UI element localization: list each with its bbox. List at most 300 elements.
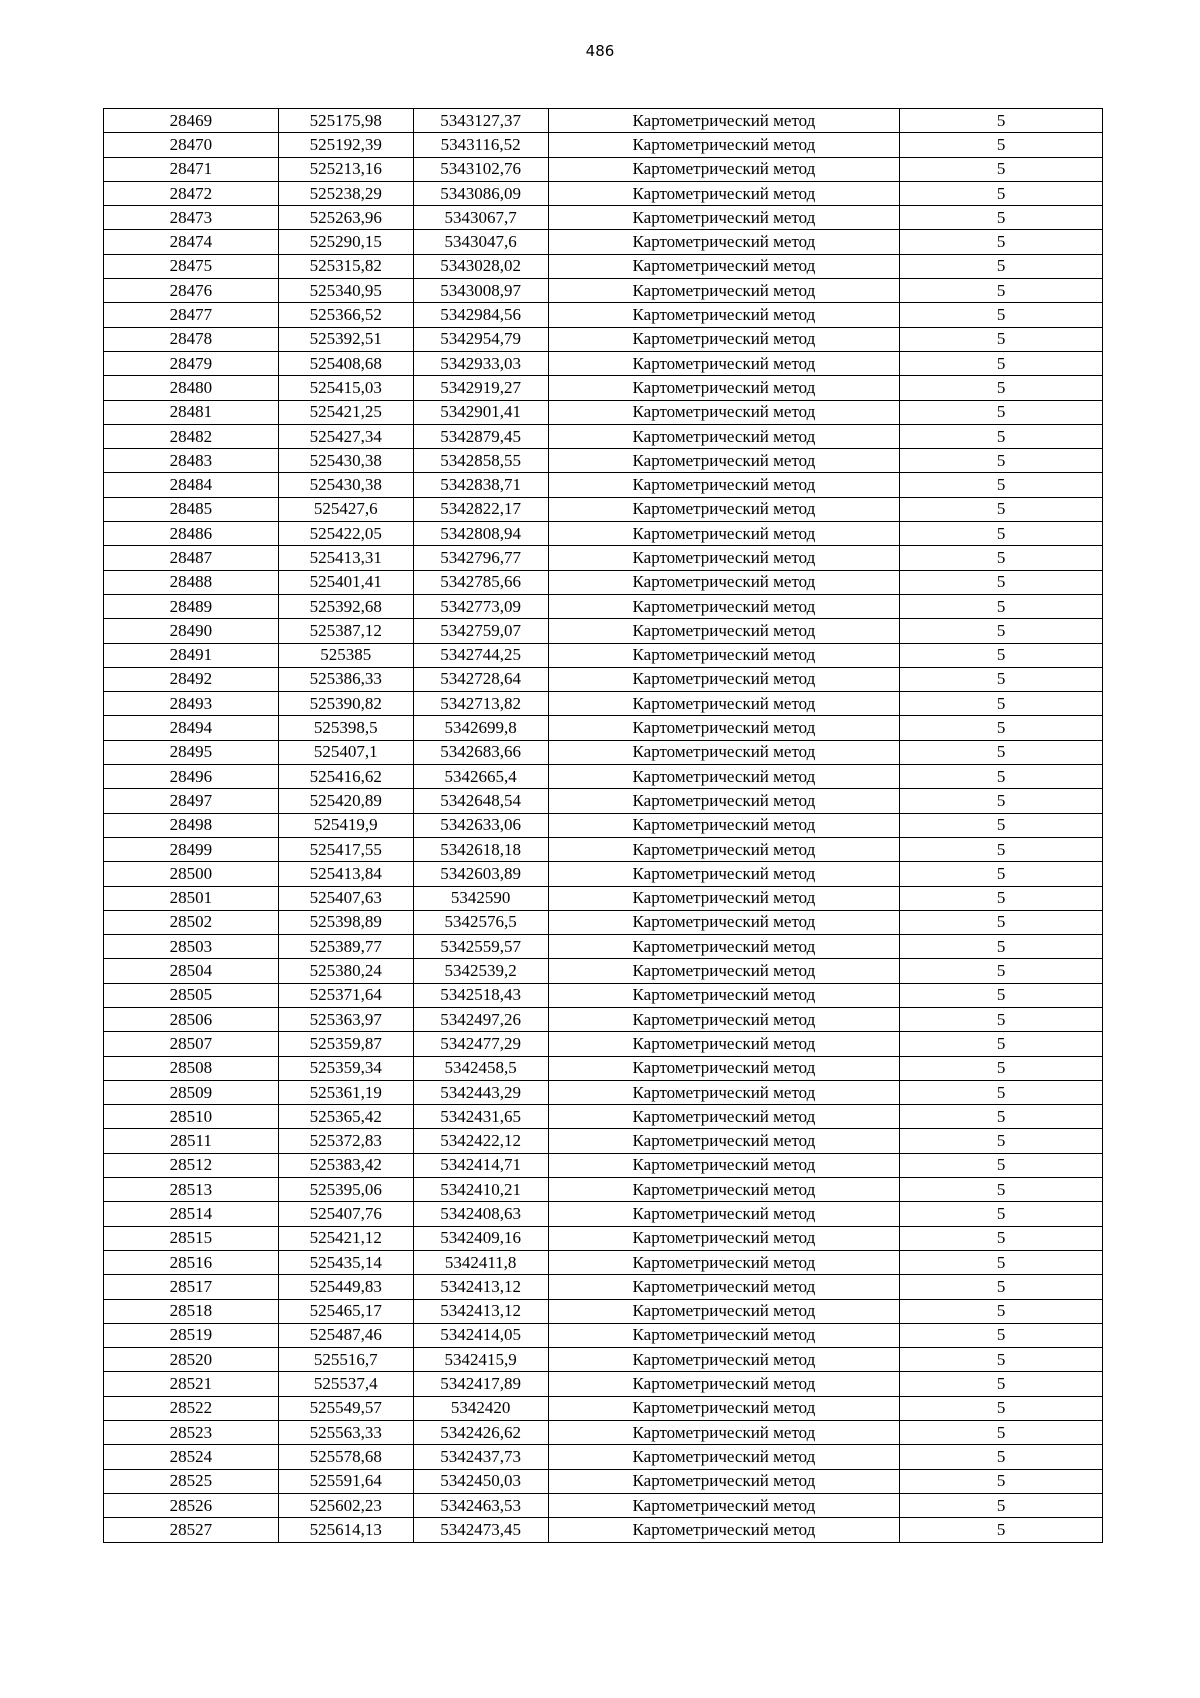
accuracy-cell: 5 <box>900 1250 1103 1274</box>
table-row <box>104 1348 1103 1372</box>
x-coordinate-cell: 525563,33 <box>278 1421 413 1445</box>
table-row <box>104 570 1103 594</box>
method-cell: Картометрический метод <box>548 1080 900 1104</box>
accuracy-cell: 5 <box>900 400 1103 424</box>
point-number-cell: 28488 <box>104 570 279 594</box>
point-number-cell: 28508 <box>104 1056 279 1080</box>
y-coordinate-cell: 5343067,7 <box>413 206 548 230</box>
x-coordinate-cell: 525407,1 <box>278 740 413 764</box>
y-coordinate-cell: 5342414,05 <box>413 1323 548 1347</box>
x-coordinate-cell: 525315,82 <box>278 254 413 278</box>
accuracy-cell: 5 <box>900 1105 1103 1129</box>
method-cell: Картометрический метод <box>548 935 900 959</box>
y-coordinate-cell: 5342413,12 <box>413 1299 548 1323</box>
method-cell: Картометрический метод <box>548 1007 900 1031</box>
x-coordinate-cell: 525537,4 <box>278 1372 413 1396</box>
accuracy-cell: 5 <box>900 424 1103 448</box>
accuracy-cell: 5 <box>900 813 1103 837</box>
method-cell: Картометрический метод <box>548 1056 900 1080</box>
method-cell: Картометрический метод <box>548 765 900 789</box>
table-row <box>104 594 1103 618</box>
y-coordinate-cell: 5342413,12 <box>413 1275 548 1299</box>
accuracy-cell: 5 <box>900 1372 1103 1396</box>
x-coordinate-cell: 525422,05 <box>278 522 413 546</box>
point-number-cell: 28475 <box>104 254 279 278</box>
y-coordinate-cell: 5342411,8 <box>413 1250 548 1274</box>
x-coordinate-cell: 525371,64 <box>278 983 413 1007</box>
point-number-cell: 28506 <box>104 1007 279 1031</box>
point-number-cell: 28486 <box>104 522 279 546</box>
method-cell: Картометрический метод <box>548 959 900 983</box>
y-coordinate-cell: 5342773,09 <box>413 594 548 618</box>
x-coordinate-cell: 525361,19 <box>278 1080 413 1104</box>
x-coordinate-cell: 525427,34 <box>278 424 413 448</box>
table-row <box>104 1250 1103 1274</box>
point-number-cell: 28474 <box>104 230 279 254</box>
table-row <box>104 1007 1103 1031</box>
y-coordinate-cell: 5343127,37 <box>413 109 548 133</box>
accuracy-cell: 5 <box>900 376 1103 400</box>
table-row <box>104 862 1103 886</box>
table-row <box>104 497 1103 521</box>
method-cell: Картометрический метод <box>548 1129 900 1153</box>
x-coordinate-cell: 525365,42 <box>278 1105 413 1129</box>
table-row <box>104 1518 1103 1542</box>
y-coordinate-cell: 5342415,9 <box>413 1348 548 1372</box>
x-coordinate-cell: 525213,16 <box>278 157 413 181</box>
accuracy-cell: 5 <box>900 449 1103 473</box>
table-row <box>104 1469 1103 1493</box>
point-number-cell: 28523 <box>104 1421 279 1445</box>
method-cell: Картометрический метод <box>548 1226 900 1250</box>
x-coordinate-cell: 525290,15 <box>278 230 413 254</box>
y-coordinate-cell: 5342518,43 <box>413 983 548 1007</box>
accuracy-cell: 5 <box>900 1421 1103 1445</box>
method-cell: Картометрический метод <box>548 1275 900 1299</box>
table-row <box>104 351 1103 375</box>
x-coordinate-cell: 525420,89 <box>278 789 413 813</box>
y-coordinate-cell: 5342417,89 <box>413 1372 548 1396</box>
x-coordinate-cell: 525398,89 <box>278 910 413 934</box>
accuracy-cell: 5 <box>900 1275 1103 1299</box>
accuracy-cell: 5 <box>900 959 1103 983</box>
point-number-cell: 28513 <box>104 1178 279 1202</box>
table-row <box>104 1032 1103 1056</box>
y-coordinate-cell: 5342431,65 <box>413 1105 548 1129</box>
accuracy-cell: 5 <box>900 157 1103 181</box>
y-coordinate-cell: 5343028,02 <box>413 254 548 278</box>
point-number-cell: 28505 <box>104 983 279 1007</box>
table-row <box>104 789 1103 813</box>
point-number-cell: 28516 <box>104 1250 279 1274</box>
y-coordinate-cell: 5342473,45 <box>413 1518 548 1542</box>
point-number-cell: 28471 <box>104 157 279 181</box>
accuracy-cell: 5 <box>900 1518 1103 1542</box>
accuracy-cell: 5 <box>900 1080 1103 1104</box>
y-coordinate-cell: 5342539,2 <box>413 959 548 983</box>
table-row <box>104 1493 1103 1517</box>
y-coordinate-cell: 5342728,64 <box>413 667 548 691</box>
x-coordinate-cell: 525430,38 <box>278 473 413 497</box>
point-number-cell: 28481 <box>104 400 279 424</box>
y-coordinate-cell: 5342808,94 <box>413 522 548 546</box>
y-coordinate-cell: 5342901,41 <box>413 400 548 424</box>
method-cell: Картометрический метод <box>548 279 900 303</box>
point-number-cell: 28515 <box>104 1226 279 1250</box>
method-cell: Картометрический метод <box>548 1445 900 1469</box>
x-coordinate-cell: 525359,34 <box>278 1056 413 1080</box>
accuracy-cell: 5 <box>900 619 1103 643</box>
y-coordinate-cell: 5343102,76 <box>413 157 548 181</box>
point-number-cell: 28489 <box>104 594 279 618</box>
method-cell: Картометрический метод <box>548 667 900 691</box>
method-cell: Картометрический метод <box>548 1469 900 1493</box>
table-row <box>104 400 1103 424</box>
x-coordinate-cell: 525413,31 <box>278 546 413 570</box>
x-coordinate-cell: 525430,38 <box>278 449 413 473</box>
accuracy-cell: 5 <box>900 522 1103 546</box>
accuracy-cell: 5 <box>900 327 1103 351</box>
point-number-cell: 28524 <box>104 1445 279 1469</box>
y-coordinate-cell: 5342759,07 <box>413 619 548 643</box>
x-coordinate-cell: 525427,6 <box>278 497 413 521</box>
accuracy-cell: 5 <box>900 254 1103 278</box>
x-coordinate-cell: 525390,82 <box>278 692 413 716</box>
point-number-cell: 28499 <box>104 837 279 861</box>
x-coordinate-cell: 525175,98 <box>278 109 413 133</box>
table-row <box>104 643 1103 667</box>
accuracy-cell: 5 <box>900 303 1103 327</box>
y-coordinate-cell: 5342408,63 <box>413 1202 548 1226</box>
method-cell: Картометрический метод <box>548 181 900 205</box>
table-row <box>104 692 1103 716</box>
point-number-cell: 28482 <box>104 424 279 448</box>
table-row <box>104 765 1103 789</box>
point-number-cell: 28525 <box>104 1469 279 1493</box>
x-coordinate-cell: 525385 <box>278 643 413 667</box>
y-coordinate-cell: 5342933,03 <box>413 351 548 375</box>
accuracy-cell: 5 <box>900 643 1103 667</box>
accuracy-cell: 5 <box>900 497 1103 521</box>
method-cell: Картометрический метод <box>548 1250 900 1274</box>
table-row <box>104 303 1103 327</box>
y-coordinate-cell: 5342477,29 <box>413 1032 548 1056</box>
point-number-cell: 28498 <box>104 813 279 837</box>
accuracy-cell: 5 <box>900 546 1103 570</box>
y-coordinate-cell: 5342683,66 <box>413 740 548 764</box>
table-row <box>104 1445 1103 1469</box>
accuracy-cell: 5 <box>900 765 1103 789</box>
coordinates-table <box>103 108 1103 1543</box>
method-cell: Картометрический метод <box>548 1348 900 1372</box>
table-row <box>104 910 1103 934</box>
accuracy-cell: 5 <box>900 594 1103 618</box>
table-row <box>104 1372 1103 1396</box>
method-cell: Картометрический метод <box>548 619 900 643</box>
accuracy-cell: 5 <box>900 837 1103 861</box>
method-cell: Картометрический метод <box>548 813 900 837</box>
table-row <box>104 1153 1103 1177</box>
y-coordinate-cell: 5343086,09 <box>413 181 548 205</box>
x-coordinate-cell: 525398,5 <box>278 716 413 740</box>
method-cell: Картометрический метод <box>548 1421 900 1445</box>
point-number-cell: 28503 <box>104 935 279 959</box>
point-number-cell: 28507 <box>104 1032 279 1056</box>
method-cell: Картометрический метод <box>548 424 900 448</box>
table-row <box>104 813 1103 837</box>
accuracy-cell: 5 <box>900 133 1103 157</box>
method-cell: Картометрический метод <box>548 230 900 254</box>
point-number-cell: 28480 <box>104 376 279 400</box>
y-coordinate-cell: 5342648,54 <box>413 789 548 813</box>
point-number-cell: 28522 <box>104 1396 279 1420</box>
accuracy-cell: 5 <box>900 181 1103 205</box>
x-coordinate-cell: 525386,33 <box>278 667 413 691</box>
x-coordinate-cell: 525614,13 <box>278 1518 413 1542</box>
x-coordinate-cell: 525487,46 <box>278 1323 413 1347</box>
accuracy-cell: 5 <box>900 351 1103 375</box>
x-coordinate-cell: 525192,39 <box>278 133 413 157</box>
x-coordinate-cell: 525363,97 <box>278 1007 413 1031</box>
x-coordinate-cell: 525407,63 <box>278 886 413 910</box>
table-row <box>104 181 1103 205</box>
method-cell: Картометрический метод <box>548 1153 900 1177</box>
point-number-cell: 28509 <box>104 1080 279 1104</box>
accuracy-cell: 5 <box>900 1056 1103 1080</box>
method-cell: Картометрический метод <box>548 1105 900 1129</box>
x-coordinate-cell: 525419,9 <box>278 813 413 837</box>
method-cell: Картометрический метод <box>548 643 900 667</box>
y-coordinate-cell: 5342879,45 <box>413 424 548 448</box>
x-coordinate-cell: 525449,83 <box>278 1275 413 1299</box>
accuracy-cell: 5 <box>900 1226 1103 1250</box>
point-number-cell: 28504 <box>104 959 279 983</box>
point-number-cell: 28478 <box>104 327 279 351</box>
method-cell: Картометрический метод <box>548 327 900 351</box>
table-row <box>104 157 1103 181</box>
x-coordinate-cell: 525387,12 <box>278 619 413 643</box>
y-coordinate-cell: 5342633,06 <box>413 813 548 837</box>
point-number-cell: 28476 <box>104 279 279 303</box>
method-cell: Картометрический метод <box>548 1396 900 1420</box>
y-coordinate-cell: 5342409,16 <box>413 1226 548 1250</box>
table-row <box>104 1105 1103 1129</box>
x-coordinate-cell: 525416,62 <box>278 765 413 789</box>
table-row <box>104 886 1103 910</box>
table-row <box>104 837 1103 861</box>
x-coordinate-cell: 525407,76 <box>278 1202 413 1226</box>
table-row <box>104 935 1103 959</box>
method-cell: Картометрический метод <box>548 546 900 570</box>
method-cell: Картометрический метод <box>548 109 900 133</box>
x-coordinate-cell: 525415,03 <box>278 376 413 400</box>
method-cell: Картометрический метод <box>548 1032 900 1056</box>
y-coordinate-cell: 5343008,97 <box>413 279 548 303</box>
method-cell: Картометрический метод <box>548 862 900 886</box>
method-cell: Картометрический метод <box>548 1323 900 1347</box>
method-cell: Картометрический метод <box>548 157 900 181</box>
y-coordinate-cell: 5343047,6 <box>413 230 548 254</box>
x-coordinate-cell: 525383,42 <box>278 1153 413 1177</box>
x-coordinate-cell: 525395,06 <box>278 1178 413 1202</box>
x-coordinate-cell: 525359,87 <box>278 1032 413 1056</box>
x-coordinate-cell: 525366,52 <box>278 303 413 327</box>
method-cell: Картометрический метод <box>548 740 900 764</box>
method-cell: Картометрический метод <box>548 570 900 594</box>
table-row <box>104 1080 1103 1104</box>
accuracy-cell: 5 <box>900 206 1103 230</box>
y-coordinate-cell: 5342559,57 <box>413 935 548 959</box>
method-cell: Картометрический метод <box>548 1299 900 1323</box>
method-cell: Картометрический метод <box>548 376 900 400</box>
x-coordinate-cell: 525591,64 <box>278 1469 413 1493</box>
table-row <box>104 1129 1103 1153</box>
point-number-cell: 28527 <box>104 1518 279 1542</box>
point-number-cell: 28491 <box>104 643 279 667</box>
table-row <box>104 133 1103 157</box>
table-row <box>104 959 1103 983</box>
method-cell: Картометрический метод <box>548 497 900 521</box>
table-row <box>104 230 1103 254</box>
x-coordinate-cell: 525401,41 <box>278 570 413 594</box>
y-coordinate-cell: 5342450,03 <box>413 1469 548 1493</box>
method-cell: Картометрический метод <box>548 206 900 230</box>
x-coordinate-cell: 525465,17 <box>278 1299 413 1323</box>
table-row <box>104 109 1103 133</box>
table-row <box>104 449 1103 473</box>
method-cell: Картометрический метод <box>548 303 900 327</box>
table-row <box>104 716 1103 740</box>
method-cell: Картометрический метод <box>548 692 900 716</box>
x-coordinate-cell: 525238,29 <box>278 181 413 205</box>
x-coordinate-cell: 525549,57 <box>278 1396 413 1420</box>
point-number-cell: 28495 <box>104 740 279 764</box>
table-row <box>104 206 1103 230</box>
y-coordinate-cell: 5343116,52 <box>413 133 548 157</box>
table-row <box>104 1275 1103 1299</box>
x-coordinate-cell: 525392,68 <box>278 594 413 618</box>
method-cell: Картометрический метод <box>548 1202 900 1226</box>
x-coordinate-cell: 525340,95 <box>278 279 413 303</box>
y-coordinate-cell: 5342713,82 <box>413 692 548 716</box>
table-row <box>104 1226 1103 1250</box>
accuracy-cell: 5 <box>900 1007 1103 1031</box>
accuracy-cell: 5 <box>900 1032 1103 1056</box>
point-number-cell: 28493 <box>104 692 279 716</box>
point-number-cell: 28490 <box>104 619 279 643</box>
table-row <box>104 1178 1103 1202</box>
y-coordinate-cell: 5342420 <box>413 1396 548 1420</box>
table-row <box>104 667 1103 691</box>
point-number-cell: 28473 <box>104 206 279 230</box>
point-number-cell: 28485 <box>104 497 279 521</box>
y-coordinate-cell: 5342699,8 <box>413 716 548 740</box>
table-row <box>104 327 1103 351</box>
accuracy-cell: 5 <box>900 1493 1103 1517</box>
point-number-cell: 28526 <box>104 1493 279 1517</box>
y-coordinate-cell: 5342463,53 <box>413 1493 548 1517</box>
table-row <box>104 279 1103 303</box>
method-cell: Картометрический метод <box>548 1372 900 1396</box>
accuracy-cell: 5 <box>900 1202 1103 1226</box>
x-coordinate-cell: 525380,24 <box>278 959 413 983</box>
method-cell: Картометрический метод <box>548 133 900 157</box>
accuracy-cell: 5 <box>900 1323 1103 1347</box>
method-cell: Картометрический метод <box>548 1518 900 1542</box>
table-row <box>104 473 1103 497</box>
accuracy-cell: 5 <box>900 910 1103 934</box>
y-coordinate-cell: 5342785,66 <box>413 570 548 594</box>
table-row <box>104 1299 1103 1323</box>
point-number-cell: 28502 <box>104 910 279 934</box>
accuracy-cell: 5 <box>900 279 1103 303</box>
point-number-cell: 28492 <box>104 667 279 691</box>
y-coordinate-cell: 5342497,26 <box>413 1007 548 1031</box>
method-cell: Картометрический метод <box>548 716 900 740</box>
x-coordinate-cell: 525408,68 <box>278 351 413 375</box>
y-coordinate-cell: 5342665,4 <box>413 765 548 789</box>
accuracy-cell: 5 <box>900 886 1103 910</box>
page-number: 486 <box>585 42 615 60</box>
method-cell: Картометрический метод <box>548 910 900 934</box>
accuracy-cell: 5 <box>900 1396 1103 1420</box>
y-coordinate-cell: 5342838,71 <box>413 473 548 497</box>
point-number-cell: 28469 <box>104 109 279 133</box>
table-body <box>104 109 1103 1543</box>
method-cell: Картометрический метод <box>548 254 900 278</box>
accuracy-cell: 5 <box>900 473 1103 497</box>
method-cell: Картометрический метод <box>548 983 900 1007</box>
accuracy-cell: 5 <box>900 1299 1103 1323</box>
table-row <box>104 1202 1103 1226</box>
y-coordinate-cell: 5342576,5 <box>413 910 548 934</box>
y-coordinate-cell: 5342954,79 <box>413 327 548 351</box>
accuracy-cell: 5 <box>900 862 1103 886</box>
accuracy-cell: 5 <box>900 1153 1103 1177</box>
point-number-cell: 28477 <box>104 303 279 327</box>
y-coordinate-cell: 5342858,55 <box>413 449 548 473</box>
y-coordinate-cell: 5342590 <box>413 886 548 910</box>
point-number-cell: 28514 <box>104 1202 279 1226</box>
y-coordinate-cell: 5342603,89 <box>413 862 548 886</box>
y-coordinate-cell: 5342919,27 <box>413 376 548 400</box>
accuracy-cell: 5 <box>900 1178 1103 1202</box>
table-row <box>104 424 1103 448</box>
table-row <box>104 1421 1103 1445</box>
point-number-cell: 28518 <box>104 1299 279 1323</box>
point-number-cell: 28484 <box>104 473 279 497</box>
accuracy-cell: 5 <box>900 230 1103 254</box>
point-number-cell: 28487 <box>104 546 279 570</box>
point-number-cell: 28501 <box>104 886 279 910</box>
table-row <box>104 1056 1103 1080</box>
point-number-cell: 28483 <box>104 449 279 473</box>
table-row <box>104 1396 1103 1420</box>
y-coordinate-cell: 5342443,29 <box>413 1080 548 1104</box>
x-coordinate-cell: 525392,51 <box>278 327 413 351</box>
accuracy-cell: 5 <box>900 935 1103 959</box>
point-number-cell: 28496 <box>104 765 279 789</box>
method-cell: Картометрический метод <box>548 886 900 910</box>
x-coordinate-cell: 525417,55 <box>278 837 413 861</box>
method-cell: Картометрический метод <box>548 594 900 618</box>
method-cell: Картометрический метод <box>548 351 900 375</box>
x-coordinate-cell: 525435,14 <box>278 1250 413 1274</box>
accuracy-cell: 5 <box>900 570 1103 594</box>
method-cell: Картометрический метод <box>548 789 900 813</box>
y-coordinate-cell: 5342422,12 <box>413 1129 548 1153</box>
point-number-cell: 28511 <box>104 1129 279 1153</box>
